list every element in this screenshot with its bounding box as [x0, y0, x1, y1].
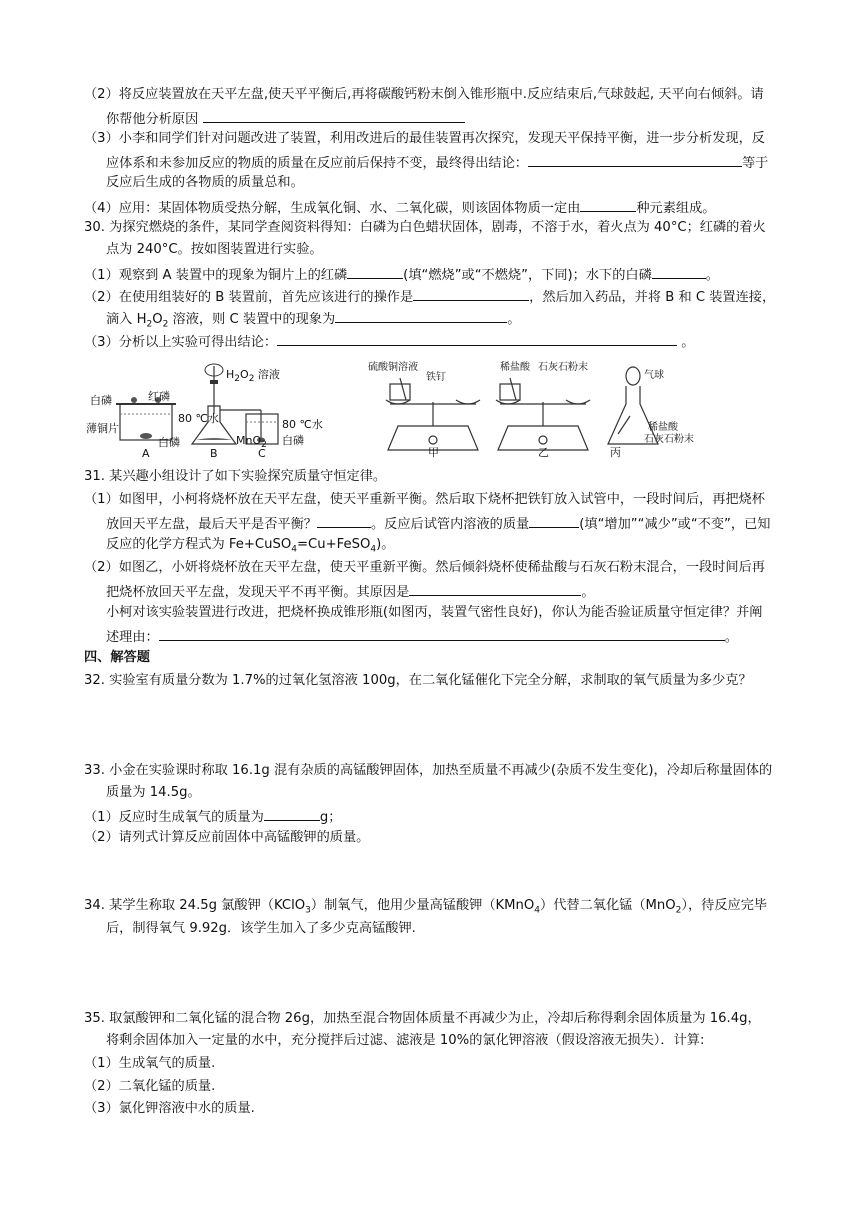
q31-part2-line1: （2）如图乙，小妍将烧杯放在天平左盘，使天平重新平衡。然后倾斜烧杯使稀盐酸与石灰石粉末混合，一段时间后再: [84, 560, 765, 575]
q32: 32. 实验室有质量分数为 1.7%的过氧化氢溶液 100g，在二氧化锰催化下完全分解，求制取的氧气质量为多少克？: [84, 673, 752, 688]
q30-part2-line1: （2）在使用组装好的 B 装置前，首先应该进行的操作是 ，然后加入药品，并将 B 和 C 装置连接，: [84, 286, 775, 307]
label-red-p: 红磷: [148, 390, 170, 403]
answer-blank[interactable]: [264, 806, 320, 821]
answer-blank[interactable]: [203, 108, 465, 123]
label-water-a: 80 ℃水: [178, 412, 219, 425]
q35-line2: 将剩余固体加入一定量的水中，充分搅拌后过滤、滤液是 10%的氯化钾溶液（假设溶液无损失）．计算:: [106, 1033, 705, 1048]
caption-jia: 甲: [428, 446, 439, 459]
q33-part2: （2）请列式计算反应前固体中高锰酸钾的质量。: [84, 830, 370, 845]
q29-part2-line1: （2）将反应装置放在天平左盘,使天平平衡后,再将碳酸钙粉末倒入锥形瓶中.反应结束后,气球鼓起, 天平向右倾斜。请: [84, 87, 764, 102]
q34-line2: 后，制得氧气 9.92g．该学生加入了多少克高锰酸钾.: [106, 921, 416, 936]
q31-part1-line2: 放回天平左盘，最后天平是否平衡？ 。反应后试管内溶液的质量 (填“增加”“减少”或“不变”，已知: [106, 513, 770, 534]
q31-stem: 31. 某兴趣小组设计了如下实验探究质量守恒定律。: [84, 469, 387, 484]
label-water-c: 80 ℃水: [282, 418, 323, 431]
label-balloon: 气球: [644, 370, 664, 381]
answer-blank[interactable]: [277, 331, 677, 346]
q31-part1-line3: 反应的化学方程式为 Fe+CuSO$_4$=Cu+FeSO$_4$)。: [106, 537, 395, 555]
label-limestone-bing: 石灰石粉末: [644, 434, 694, 445]
q30-stem-line2: 点为 240°C。按如图装置进行实验。: [106, 242, 323, 257]
caption-c: C: [258, 447, 266, 460]
answer-blank[interactable]: [347, 264, 403, 279]
label-hcl-bing: 稀盐酸: [648, 422, 678, 433]
label-copper: 薄铜片: [86, 422, 119, 435]
q33-stem-line1: 33. 小金在实验课时称取 16.1g 混有杂质的高锰酸钾固体，加热至质量不再减少(杂质不发生变化)，冷却后称量固体的: [84, 763, 773, 778]
q29-part3-line1: （3）小李和同学们针对问题改进了装置，利用改进后的最佳装置再次探究，发现天平保持平衡，进一步分析发现，反: [84, 131, 765, 146]
q31-part2-line4: 述理由： 。: [106, 626, 738, 647]
apparatus-abc-drawing: [86, 356, 356, 462]
figure-balances: [368, 356, 698, 462]
answer-blank[interactable]: [159, 626, 725, 641]
label-nail: 铁钉: [426, 372, 446, 383]
label-hcl-yi: 稀盐酸: [500, 362, 530, 373]
q31-part2-line3: 小柯对该实验装置进行改进，把烧杯换成锥形瓶(如图丙，装置气密性良好)，你认为能否验证质量守恒定律？并阐: [106, 605, 763, 620]
q34-line1: 34. 某学生称取 24.5g 氯酸钾（KClO$_3$）制氧气，他用少量高锰酸钾（KMnO$_4$）代替二氧化锰（MnO$_2$），待反应完毕: [84, 898, 768, 916]
answer-blank[interactable]: [335, 308, 507, 323]
caption-a: A: [142, 447, 150, 460]
q35-part2: （2）二氧化锰的质量.: [84, 1079, 216, 1094]
label-white-p-under: 白磷: [158, 436, 180, 449]
q35-part3: （3）氯化钾溶液中水的质量.: [84, 1101, 255, 1116]
q31-part2-line2: 把烧杯放回天平左盘，发现天平不再平衡。其原因是 。: [106, 581, 595, 602]
section-heading: 四、解答题: [84, 650, 150, 665]
q29-part4: （4）应用：某固体物质受热分解，生成氧化铜、水、二氧化碳，则该固体物质一定由 种元素组成。: [84, 197, 715, 218]
q30-part1: （1）观察到 A 装置中的现象为铜片上的红磷 (填“燃烧”或“不燃烧”，下同)；水下的白磷 。: [84, 264, 719, 285]
q30-part3: （3）分析以上实验可得出结论： 。: [84, 331, 694, 352]
caption-b: B: [210, 447, 218, 460]
caption-bing: 丙: [610, 446, 621, 459]
q35-part1: （1）生成氧气的质量.: [84, 1056, 216, 1071]
q29-part2-line2: 你帮他分析原因: [106, 108, 465, 129]
q29-part3-line2: 应体系和未参加反应的物质的质量在反应前后保持不变，最终得出结论： 等于: [106, 152, 768, 173]
answer-blank[interactable]: [529, 513, 579, 528]
caption-yi: 乙: [538, 446, 549, 459]
label-white-p-c: 白磷: [282, 434, 304, 447]
answer-blank[interactable]: [652, 264, 706, 279]
answer-blank[interactable]: [580, 197, 636, 212]
q29-part3-line3: 反应后生成的各物质的质量总和。: [106, 175, 304, 190]
q31-part1-line1: （1）如图甲，小柯将烧杯放在天平左盘，使天平重新平衡。然后取下烧杯把铁钉放入试管中，一段时间后，再把烧杯: [84, 492, 765, 507]
label-mno2: MnO$_2$: [236, 434, 267, 451]
q30-stem-line1: 30. 为探究燃烧的条件，某同学查阅资料得知：白磷为白色蜡状固体，剧毒，不溶于水，着火点为 40°C；红磷的着火: [84, 220, 766, 235]
label-limestone-yi: 石灰石粉末: [538, 362, 588, 373]
q33-part1: （1）反应时生成氧气的质量为 g；: [84, 806, 341, 827]
q35-line1: 35. 取氯酸钾和二氧化锰的混合物 26g，加热至混合物固体质量不再减少为止，冷却后称得剩余固体质量为 16.4g，: [84, 1011, 761, 1026]
label-cuso4: 硫酸铜溶液: [368, 362, 418, 373]
figure-abc: [86, 356, 356, 462]
q30-part2-line2: 滴入 $H_2O_2$ 溶液，则 C 装置中的现象为 。: [106, 308, 520, 334]
answer-blank[interactable]: [409, 581, 581, 596]
label-h2o2: $H_2O_2$ 溶液: [226, 368, 280, 385]
answer-blank[interactable]: [528, 152, 742, 167]
answer-blank[interactable]: [317, 513, 371, 528]
label-white-p: 白磷: [90, 394, 112, 407]
q33-stem-line2: 质量为 14.5g。: [106, 785, 201, 800]
answer-blank[interactable]: [413, 286, 529, 301]
